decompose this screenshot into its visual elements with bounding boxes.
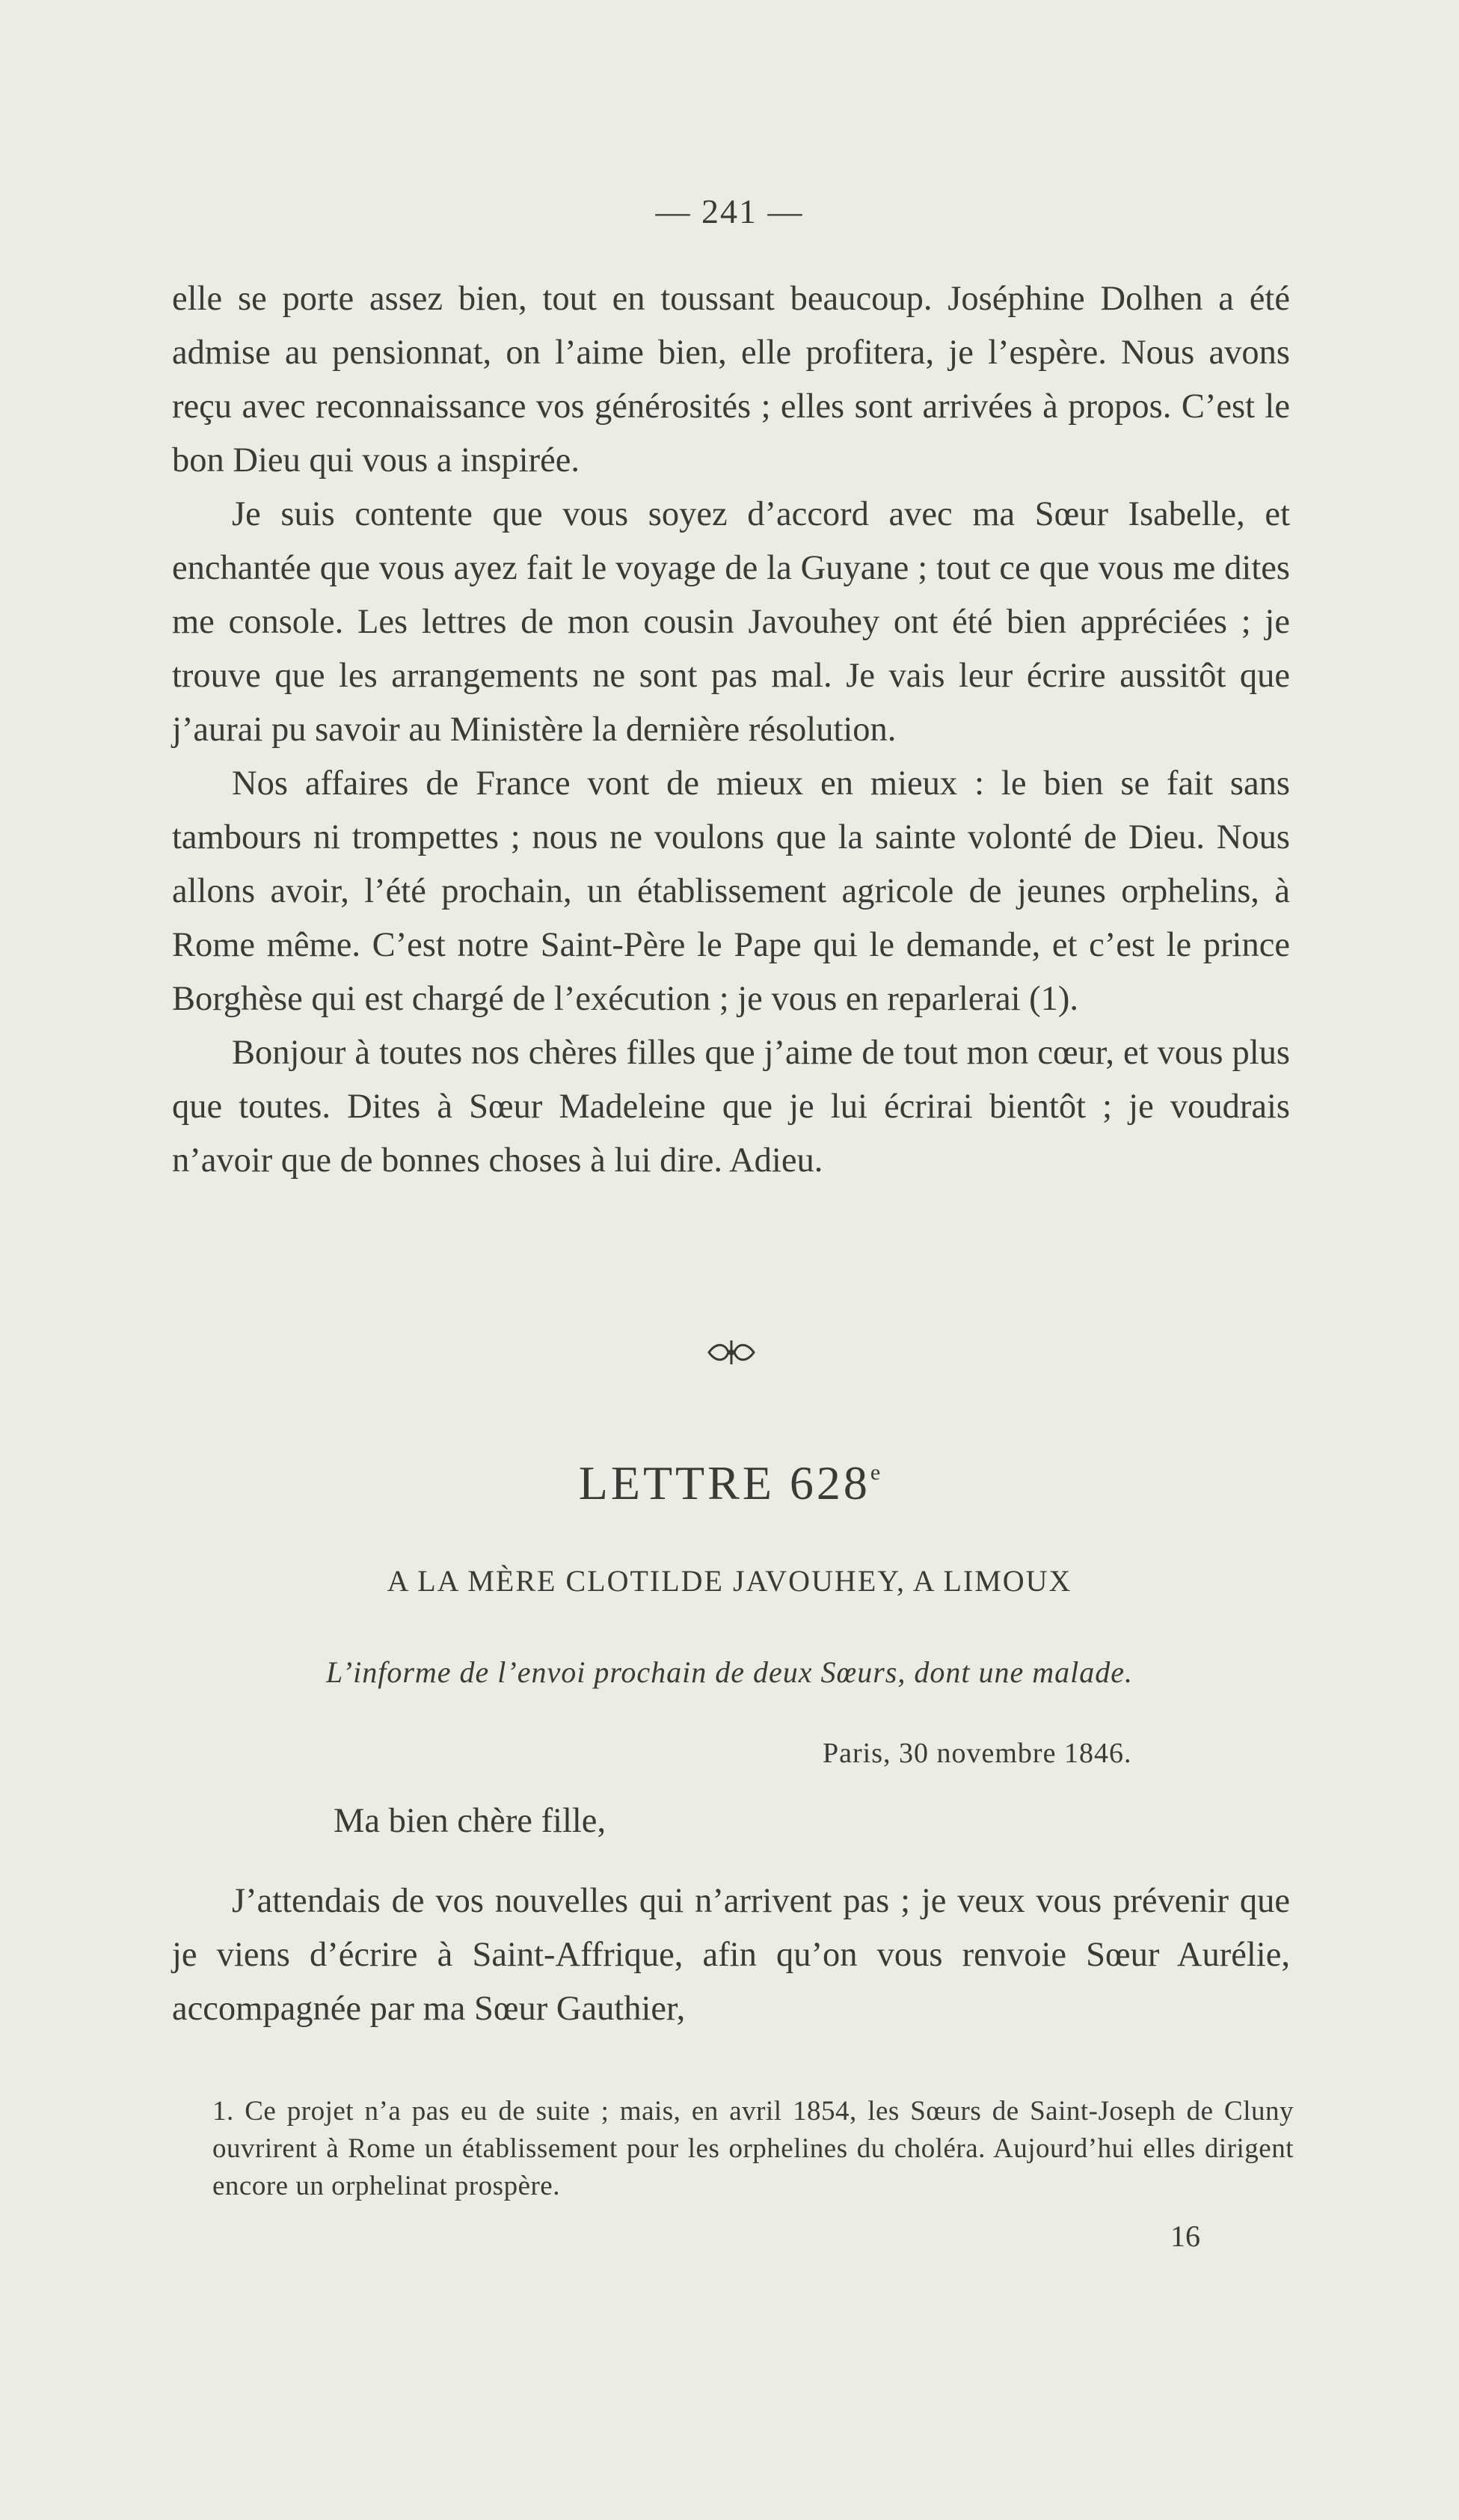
letter-continuation <box>172 272 1290 1188</box>
letter-body <box>172 1874 1290 2036</box>
letter-recipient: A LA MÈRE CLOTILDE JAVOUHEY, A LIMOUX <box>387 1564 1072 1598</box>
letter-summary: L’informe de l’envoi prochain de deux Sœurs, dont une malade. <box>326 1655 1133 1689</box>
paragraph: Nos affaires de France vont de mieux en mieux : le bien se fait sans tambours ni trompettes ; nous ne voulons que la sainte volonté de Dieu. Nous allons avoir, l’été prochain, un établissement agricole de jeunes orphelins, à Rome même. C’est notre Saint-Père le Pape qui le demande, et c’est le prince Borghèse qui est chargé de l’exécution ; je vous en reparlerai (1). <box>172 764 1290 1018</box>
letter-dateline: Paris, 30 novembre 1846. <box>823 1738 1132 1769</box>
paragraph: J’attendais de vos nouvelles qui n’arrivent pas ; je veux vous prévenir que je viens d’écrire à Saint-Affrique, afin qu’on vous renvoie Sœur Aurélie, accompagnée par ma Sœur Gauthier, <box>172 1882 1290 2028</box>
paragraph: Bonjour à toutes nos chères filles que j’aime de tout mon cœur, et vous plus que toutes. Dites à Sœur Madeleine que je lui écrirai bientôt ; je voudrais n’avoir que de bonnes choses à lui dire. Adieu. <box>172 1034 1290 1180</box>
paragraph: Je suis contente que vous soyez d’accord avec ma Sœur Isabelle, et enchantée que vous ayez fait le voyage de la Guyane ; tout ce que vous me dites me console. Les lettres de mon cousin Javouhey ont été bien appréciées ; je trouve que les arrangements ne sont pas mal. Je vais leur écrire aussitôt que j’aurai pu savoir au Ministère la dernière résolution. <box>172 495 1290 749</box>
letter-title-suffix: e <box>870 1460 881 1485</box>
letter-title <box>0 1456 1459 1511</box>
letter-title-text: LETTRE 628 <box>578 1456 870 1509</box>
footnote: 1. Ce projet n’a pas eu de suite ; mais, en avril 1854, les Sœurs de Saint-Joseph de Cluny ouvrirent à Rome un établissement pour les orphelines du choléra. Aujourd’hui elles dirigent encore un orphelinat prospère. <box>212 2096 1294 2201</box>
paragraph: elle se porte assez bien, tout en toussant beaucoup. Joséphine Dolhen a été admise au pensionnat, on l’aime bien, elle profitera, je l’espère. Nous avons reçu avec reconnaissance vos générosités ; elles sont arrivées à propos. C’est le bon Dieu qui vous a inspirée. <box>172 280 1290 479</box>
signature-mark: 16 <box>1170 2219 1200 2253</box>
letter-salutation: Ma bien chère fille, <box>334 1802 606 1840</box>
page-number: — 241 — <box>655 192 804 230</box>
fleuron-icon <box>706 1337 757 1367</box>
